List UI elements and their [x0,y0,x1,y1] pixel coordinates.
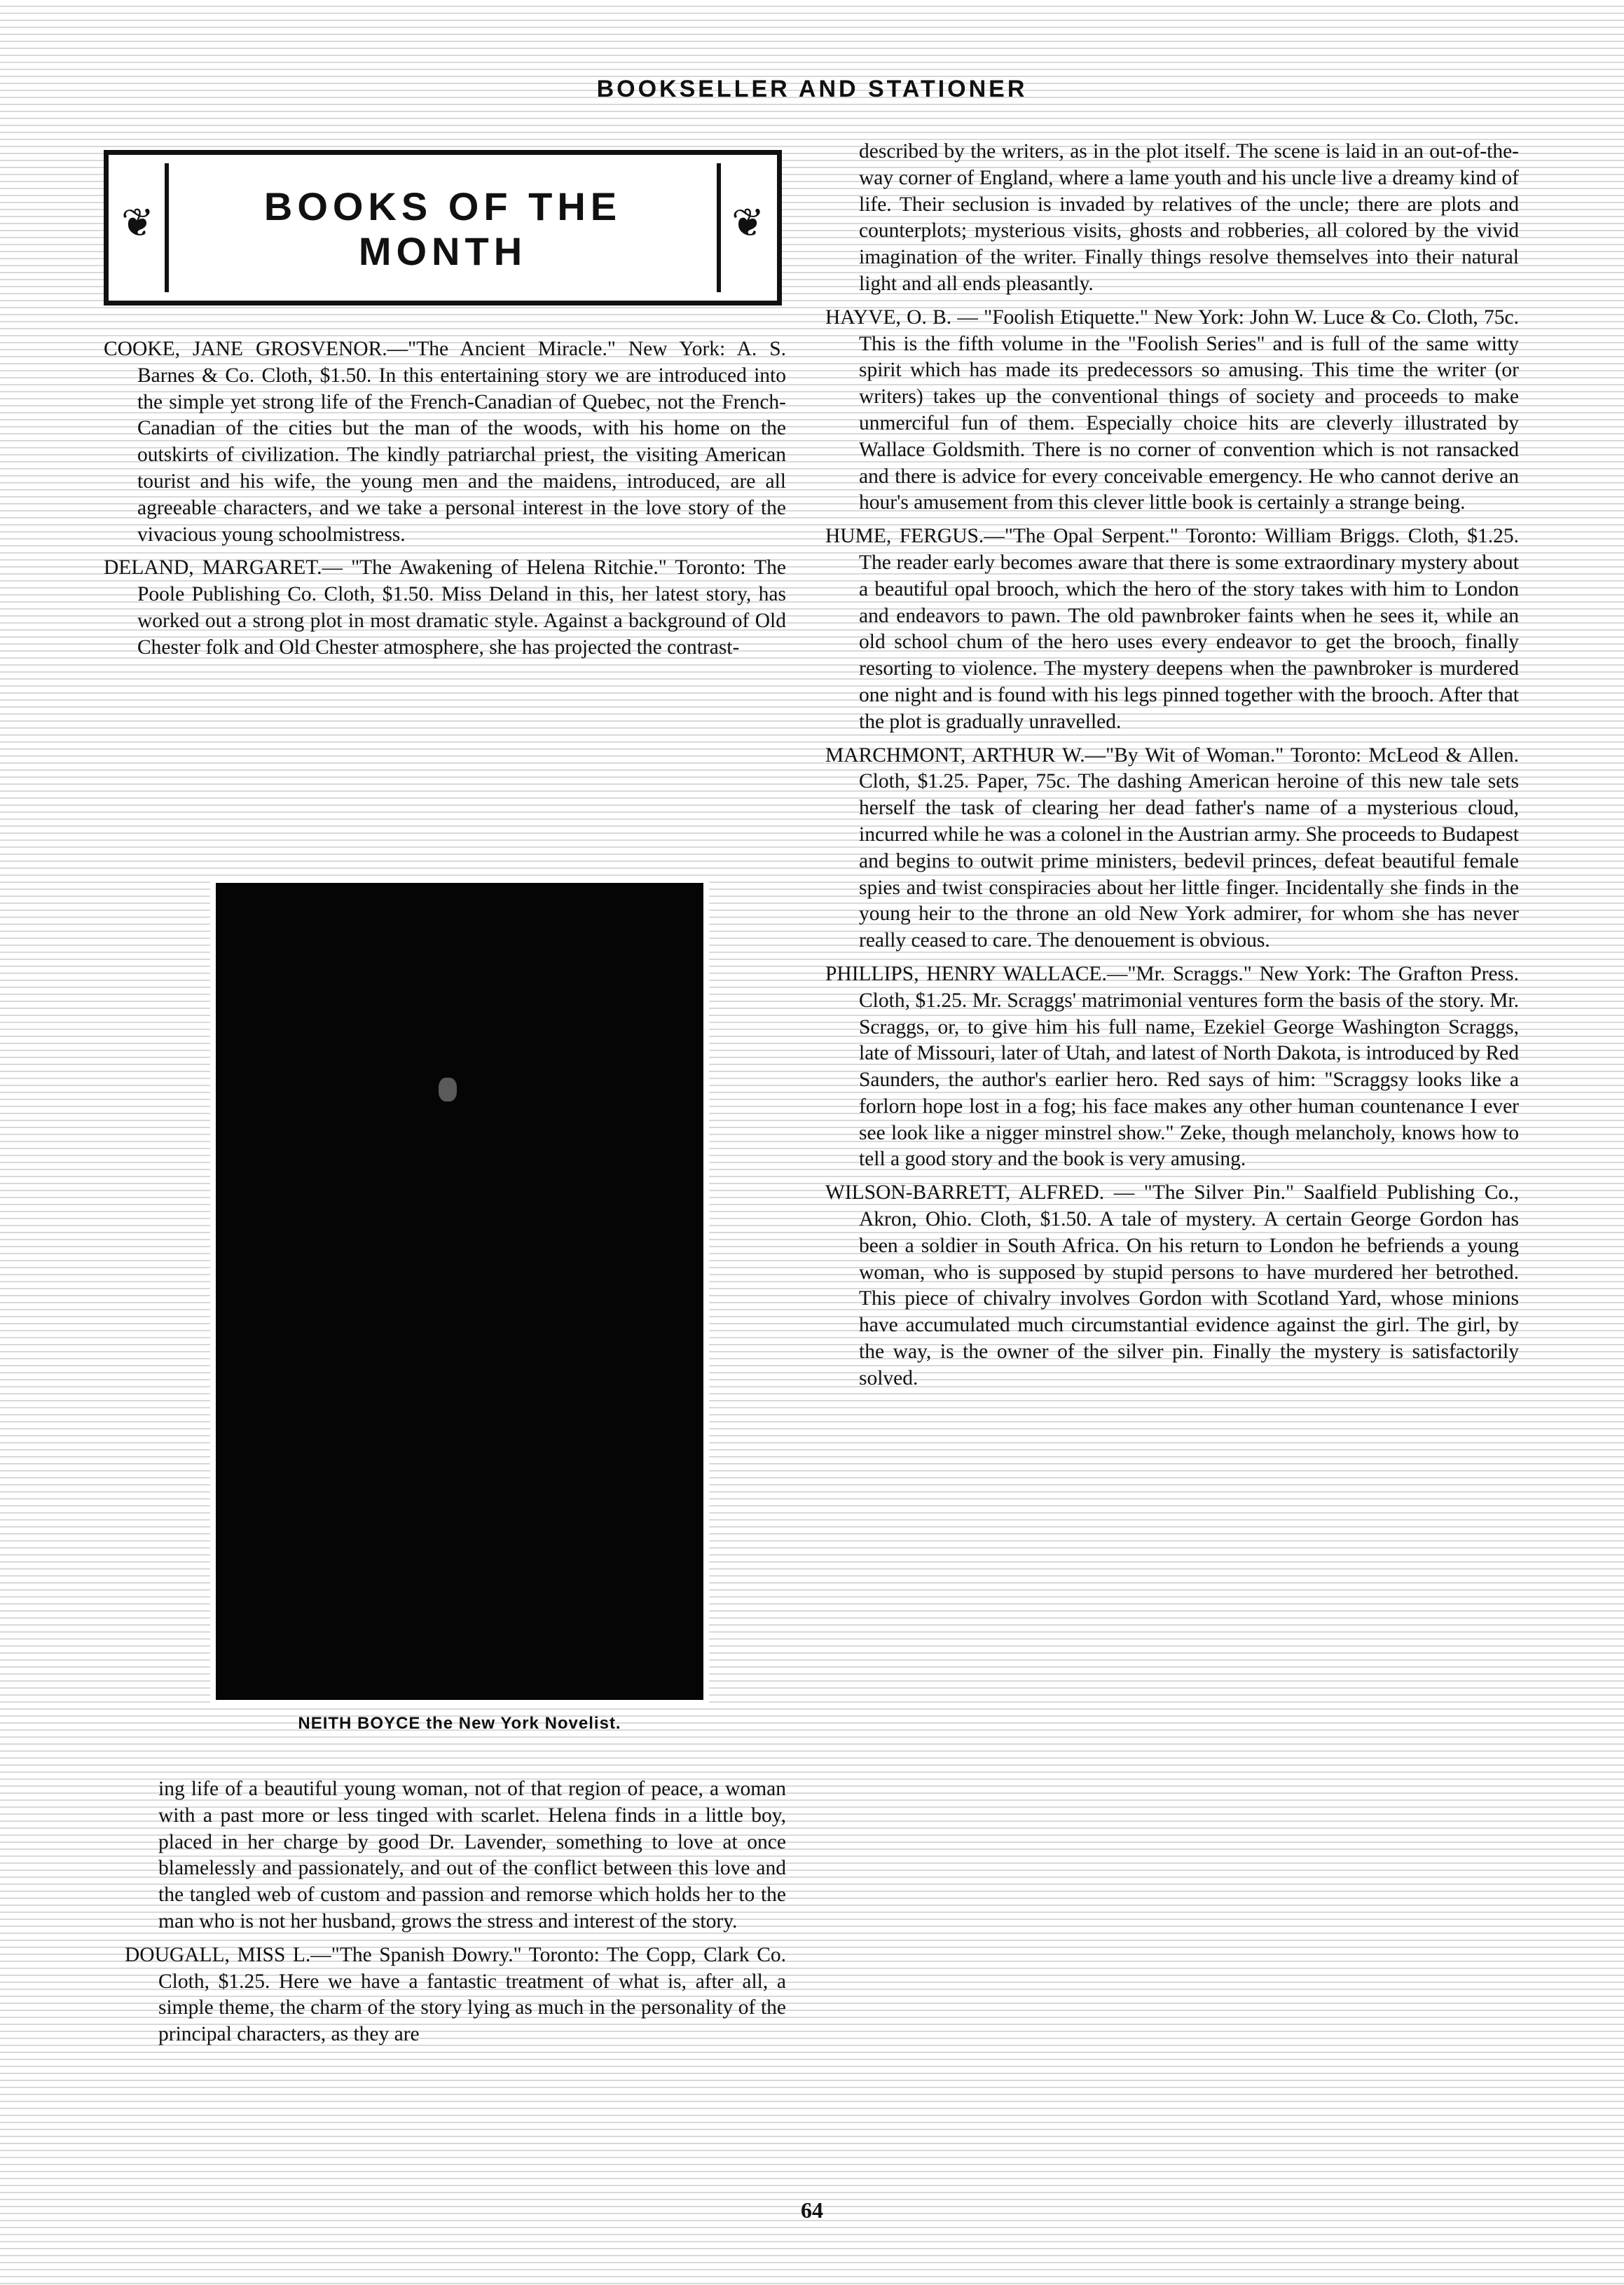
review-author: DOUGALL, MISS L. [125,1943,311,1966]
review-continuation: described by the writers, as in the plot itself. The scene is laid in an out-of-the-way corner of England, where a lame youth and his uncle live a dreamy kind of life. Their seclusion is invaded by relatives of the uncle; there are plots and counterplots; mysterious visits, ghosts and robberies, all colored by the vivid imagination of the writer. Finally things resolve themselves into their natural light and all ends pleasantly. [859,140,1519,295]
review-entry [125,1942,786,2048]
review-entry [825,961,1519,1173]
review-text: —"By Wit of Woman." Toronto: McLeod & Allen. Cloth, $1.25. Paper, 75c. The dashing American heroine of this new tale sets herself the task of clearing her dead father's name of a mysterious cloud, incurred while he was a colonel in the Austrian army. She proceeds to Budapest and begins to outwit prime ministers, bedevil princes, defeat beautiful female spies and twist conspiracies about her little finger. Incidentally she finds in the young heir to the throne an old New York admirer, for whom she has never really ceased to care. The denouement is obvious. [859,743,1519,952]
review-entry [825,743,1519,954]
left-column-top [104,336,786,668]
title-box-right-rule [717,163,721,292]
review-entry [104,336,786,548]
review-text: —"The Ancient Miracle." New York: A. S. Barnes & Co. Cloth, $1.50. In this entertaining story we are introduced into the simple yet strong life of the French-Canadian of Quebec, not the French-Canadian of the cities but the man of the woods, with his home on the outskirts of civilization. The kindly patriarchal priest, the visiting American tourist and his wife, the young men and the maidens, introduced, are all agreeable characters, and we take a personal interest in the love story of the vivacious young schoolmistress. [137,338,786,546]
review-text: —"The Spanish Dowry." Toronto: The Copp, Clark Co. Cloth, $1.25. Here we have a fantastic treatment of what is, after all, a simple theme, the charm of the story lying as much in the personality of the principal characters, as they are [158,1943,786,2046]
review-text: — "Foolish Etiquette." New York: John W. Luce & Co. Cloth, 75c. This is the fifth volume in the "Foolish Series" and is full of the same witty spirit which has made its predecessors so amusing. This time the writer (or writers) takes up the conventional things of society and proceeds to make unmerciful fun of them. Especially choice hits are cleverly illustrated by Wallace Goldsmith. There is no corner of convention which is not ransacked and there is advice for every conceivable emergency. He who cannot derive an hour's amusement from this clever little book is certainly a strange being. [859,306,1520,514]
author-portrait-frame [210,877,709,1706]
review-entry [104,555,786,661]
review-entry [825,1180,1519,1392]
review-entry [825,523,1519,735]
section-title: BOOKS OF THE MONTH [263,184,622,273]
left-column-bottom [125,1776,786,2055]
leaf-ornament-icon: ❦ [121,200,154,246]
review-text: — "The Awakening of Helena Ritchie." Toronto: The Poole Publishing Co. Cloth, $1.50. Miss Deland in this, her latest story, has worked out a strong plot in most dramatic style. Against a background of Old Chester folk and Old Chester atmosphere, she has projected the contrast- [137,556,786,659]
review-continuation: ing life of a beautiful young woman, not of that region of peace, a woman with a past more or less tinged with scarlet. Helena finds in a little boy, placed in her charge by good Dr. Lavender, something to love at once blamelessly and passionately, and out of the conflict between this love and the tangled web of custom and passion and remorse which holds her to the man who is not her husband, grows the stress and interest of the story. [158,1778,786,1933]
review-text: —"Mr. Scraggs." New York: The Grafton Press. Cloth, $1.25. Mr. Scraggs' matrimonial ventures form the basis of the story. Mr. Scraggs, or, to give him his full name, Ezekiel George Washington Scraggs, late of Missouri, later of Utah, and latest of North Dakota, is introduced by Red Saunders, the author's earlier hero. Red says of him: "Scraggsy looks like a forlorn hope lost in a fog; his face makes any other human countenance I ever see look like a nigger minstrel show." Zeke, though melancholy, knows how to tell a good story and the book is very amusing. [859,962,1519,1171]
portrait-highlight [439,1078,457,1102]
title-box-left-rule [165,163,169,292]
running-head: BOOKSELLER AND STATIONER [596,76,1028,102]
review-author: COOKE, JANE GROSVENOR. [104,338,387,360]
review-entry [825,305,1519,516]
review-author: DELAND, MARGARET. [104,556,322,579]
review-author: PHILLIPS, HENRY WALLACE. [825,962,1107,985]
review-text: — "The Silver Pin." Saalfield Publishing Co., Akron, Ohio. Cloth, $1.50. A tale of mystery. A certain George Gordon has been a soldier in South Africa. On his return to London he befriends a young woman, who is supposed by stupid persons to have murdered her betrothed. This piece of chivalry involves Gordon with Scotland Yard, whose minions have accumulated much circumstantial evidence against the girl. The girl, by the way, is the owner of the silver pin. Finally the mystery is satisfactorily solved. [859,1181,1519,1389]
photo-caption: NEITH BOYCE the New York Novelist. [298,1714,621,1733]
right-column [825,139,1519,1399]
review-author: MARCHMONT, ARTHUR W. [825,743,1085,767]
review-author: HUME, FERGUS. [825,525,984,548]
page-number: 64 [801,2197,823,2223]
review-author: HAYVE, O. B. [825,306,952,329]
section-title-box [104,150,782,306]
author-portrait-photo [216,883,703,1700]
review-author: WILSON-BARRETT, ALFRED. [825,1181,1105,1205]
review-text: —"The Opal Serpent." Toronto: William Briggs. Cloth, $1.25. The reader early becomes aware that there is some extraordinary mystery about a beautiful opal brooch, which the hero of the story takes with him to London and endeavors to pawn. The old pawnbroker faints when he sees it, while an old school chum of the hero uses every endeavor to get the brooch, finally resorting to violence. The mystery deepens when the pawnbroker is murdered one night and is found with his legs pinned together with the brooch. After that the plot is gradually unravelled. [859,525,1519,733]
leaf-ornament-icon: ❦ [731,200,764,246]
